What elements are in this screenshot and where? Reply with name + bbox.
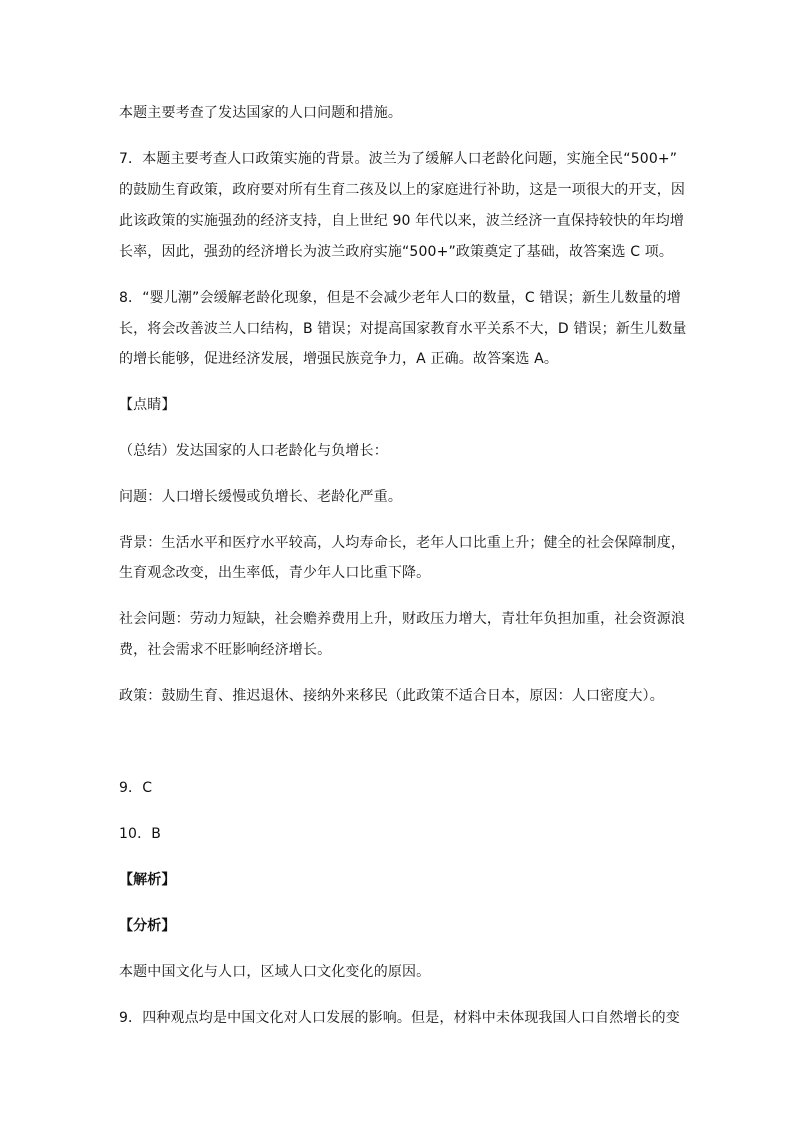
paragraph-policy: 政策：鼓励生育、推迟退休、接纳外来移民（此政策不适合日本，原因：人口密度大）。 [119, 688, 664, 704]
paragraph-q8-line1: 8．“婴儿潮”会缓解老龄化现象，但是不会减少老年人口的数量，C 错误；新生儿数量的增 [119, 290, 681, 306]
paragraph-q8-line2: 长，将会改善波兰人口结构，B 错误；对提高国家教育水平关系不大，D 错误；新生儿数量 [119, 321, 687, 337]
paragraph-summary: 本题主要考查了发达国家的人口问题和措施。 [119, 105, 402, 121]
paragraph-social-line1: 社会问题：劳动力短缺，社会赡养费用上升，财政压力增大，青壮年负担加重，社会资源浪 [119, 611, 685, 627]
section-heading-fenxi: 【分析】 [119, 918, 176, 934]
paragraph-analysis: 本题中国文化与人口，区域人口文化变化的原因。 [119, 964, 431, 980]
paragraph-q7-line3: 此该政策的实施强劲的经济支持，自上世纪 90 年代以来，波兰经济一直保持较快的年均增 [119, 213, 685, 229]
section-heading-jiexi: 【解析】 [119, 872, 176, 888]
paragraph-q7-line2: 的鼓励生育政策，政府要对所有生育二孩及以上的家庭进行补助，这是一项很大的开支，因 [119, 182, 685, 198]
paragraph-problem: 问题：人口增长缓慢或负增长、老龄化严重。 [119, 489, 402, 505]
answer-10: 10．B [119, 826, 162, 842]
paragraph-background-line2: 生育观念改变，出生率低，青少年人口比重下降。 [119, 565, 431, 581]
paragraph-q8-line3: 的增长能够，促进经济发展，增强民族竞争力，A 正确。故答案选 A。 [119, 351, 559, 367]
section-heading-dianjing: 【点睛】 [119, 397, 176, 413]
answer-9: 9．C [119, 780, 153, 796]
paragraph-social-line2: 费，社会需求不旺影响经济增长。 [119, 642, 332, 658]
paragraph-q7-line1: 7．本题主要考查人口政策实施的背景。波兰为了缓解人口老龄化问题，实施全民“500+” [119, 151, 678, 167]
paragraph-q9-explanation: 9．四种观点均是中国文化对人口发展的影响。但是，材料中未体现我国人口自然增长的变 [119, 1010, 680, 1026]
paragraph-q7-line4: 长率，因此，强劲的经济增长为波兰政府实施“500+”政策奠定了基础，故答案选 C 项。 [119, 244, 674, 260]
paragraph-summary-title: （总结）发达国家的人口老龄化与负增长： [119, 443, 388, 459]
paragraph-background-line1: 背景：生活水平和医疗水平较高，人均寿命长，老年人口比重上升；健全的社会保障制度， [119, 535, 685, 551]
